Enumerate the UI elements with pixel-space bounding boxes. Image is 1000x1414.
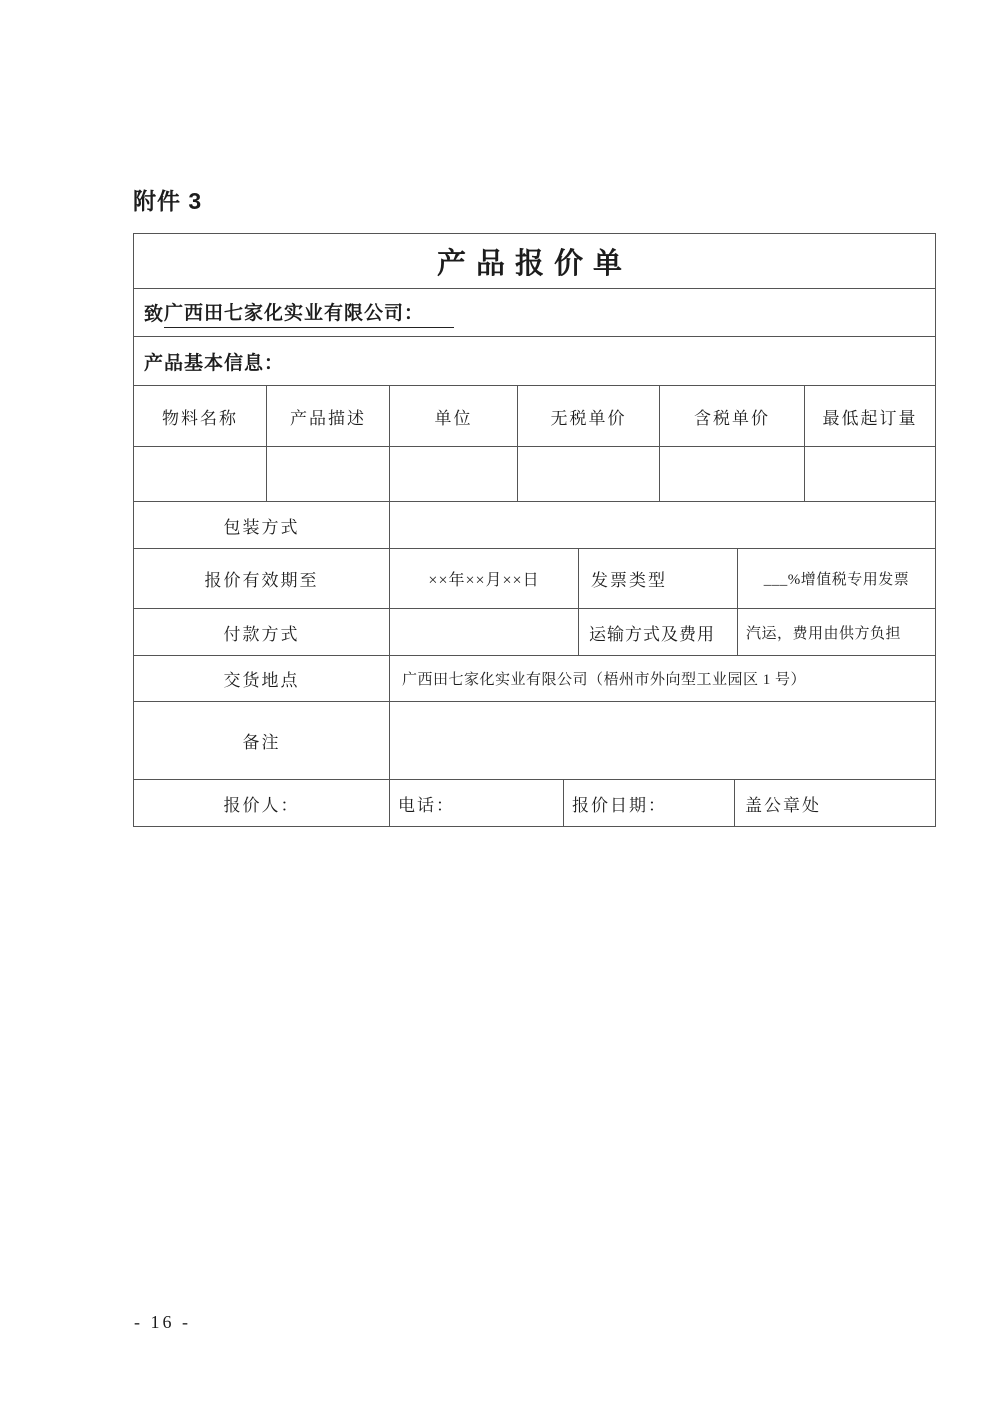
payment-value-cell <box>389 609 578 655</box>
column-header-unit: 单位 <box>389 386 517 446</box>
invoice-type-label-cell: 发票类型 <box>578 549 737 608</box>
remarks-label-cell: 备注 <box>242 733 281 752</box>
column-header-minimum-order: 最低起订量 <box>804 386 935 446</box>
empty-cell-price-without-tax <box>517 447 659 501</box>
empty-cell-unit <box>389 447 517 501</box>
product-quotation-table <box>133 233 936 827</box>
packaging-row <box>134 501 935 548</box>
column-header-price-with-tax: 含税单价 <box>659 386 804 446</box>
delivery-value-cell: 广西田七家化实业有限公司（梧州市外向型工业园区 1 号） <box>389 656 935 701</box>
column-header-product-description: 产品描述 <box>266 386 389 446</box>
validity-row <box>134 548 935 608</box>
addressee-prefix: 致 <box>144 304 165 325</box>
column-header-material-name: 物料名称 <box>162 408 238 428</box>
attachment-label: 附件 3 <box>133 188 203 214</box>
column-header-row <box>134 385 935 446</box>
addressee-row <box>134 288 935 336</box>
page-number: - 16 - <box>134 1312 191 1332</box>
empty-data-row <box>134 446 935 501</box>
empty-cell-price-with-tax <box>659 447 804 501</box>
delivery-row <box>134 655 935 701</box>
packaging-label-cell: 包装方式 <box>223 517 300 537</box>
empty-cell-product-description <box>266 447 389 501</box>
transport-label-cell: 运输方式及费用 <box>578 609 737 655</box>
seal-cell: 盖公章处 <box>734 780 935 826</box>
quoter-cell: 报价人： <box>223 795 300 815</box>
section-heading-row <box>134 336 935 385</box>
section-heading: 产品基本信息： <box>144 352 285 374</box>
validity-value-cell: ××年××月××日 <box>389 549 578 608</box>
addressee-cell <box>134 289 935 336</box>
validity-label-cell: 报价有效期至 <box>204 571 319 590</box>
payment-label-cell: 付款方式 <box>223 624 300 644</box>
phone-cell: 电话： <box>389 780 563 826</box>
addressee-company-name: 广西田七家化实业有限公司： <box>164 298 454 328</box>
empty-cell-material-name <box>134 447 266 501</box>
delivery-label-cell: 交货地点 <box>223 671 300 690</box>
invoice-type-value-cell: ___%增值税专用发票 <box>737 549 935 608</box>
packaging-value-cell <box>389 502 935 548</box>
quote-date-cell: 报价日期： <box>563 780 734 826</box>
empty-cell-minimum-order <box>804 447 935 501</box>
title-row <box>134 234 935 288</box>
column-header-price-without-tax: 无税单价 <box>517 386 659 446</box>
transport-value-cell: 汽运，费用由供方负担 <box>737 609 935 655</box>
table-title: 产品报价单 <box>436 247 632 280</box>
signature-row <box>134 779 935 826</box>
remarks-value-cell <box>389 702 935 779</box>
remarks-row <box>134 701 935 779</box>
payment-row <box>134 608 935 655</box>
